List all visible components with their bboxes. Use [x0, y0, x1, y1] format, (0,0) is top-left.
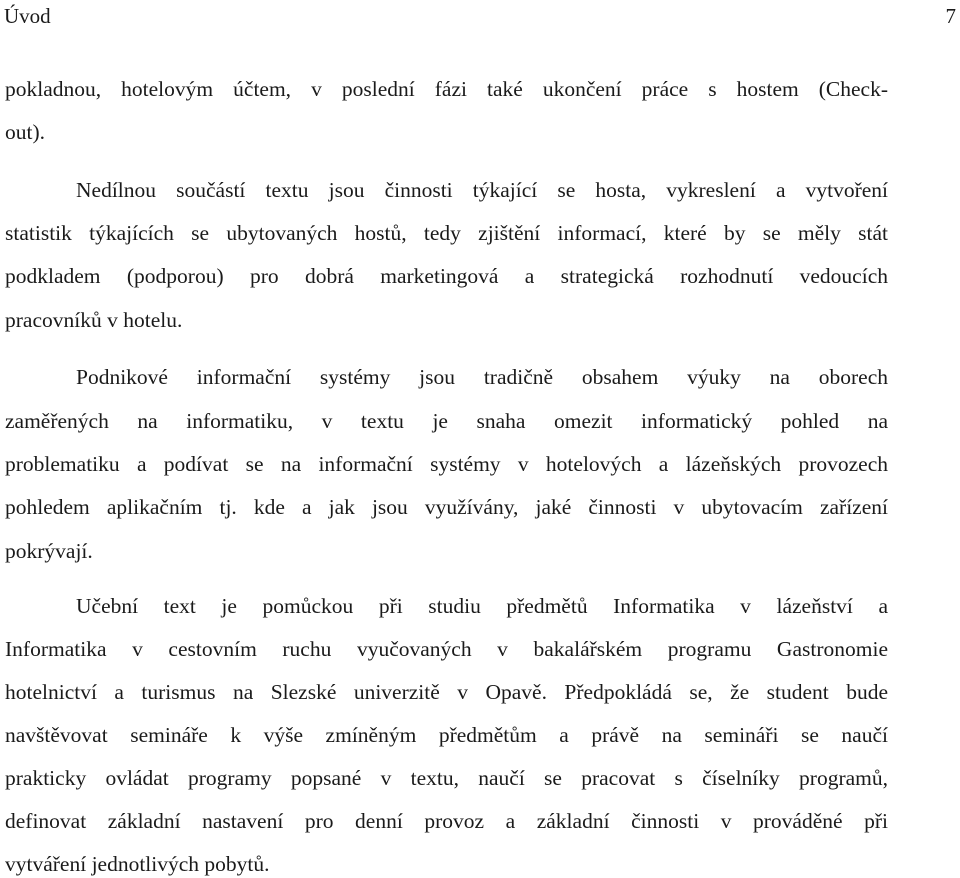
- text-line: Nedílnou součástí textu jsou činnosti týkající se hosta, vykreslení a vytvoření: [76, 178, 888, 202]
- text-line: Podnikové informační systémy jsou tradičně obsahem výuky na oborech: [76, 365, 888, 389]
- text-line: navštěvovat semináře k výše zmíněným předmětům a právě na semináři se naučí: [5, 723, 888, 747]
- text-line: podkladem (podporou) pro dobrá marketingová a strategická rozhodnutí vedoucích: [5, 264, 888, 288]
- page-number: 7: [945, 4, 956, 28]
- text-line: pracovníků v hotelu.: [5, 308, 183, 332]
- text-line: statistik týkajících se ubytovaných hostů, tedy zjištění informací, které by se měly stát: [5, 221, 888, 245]
- page-header: [4, 2, 956, 30]
- text-line: pokladnou, hotelovým účtem, v poslední fázi také ukončení práce s hostem (Check-: [5, 77, 888, 101]
- text-line: vytváření jednotlivých pobytů.: [5, 852, 270, 876]
- text-line: hotelnictví a turismus na Slezské univerzitě v Opavě. Předpokládá se, že student bude: [5, 680, 888, 704]
- chapter-title: Úvod: [4, 4, 51, 28]
- text-line: pohledem aplikačním tj. kde a jak jsou využívány, jaké činnosti v ubytovacím zařízení: [5, 495, 888, 519]
- text-line: prakticky ovládat programy popsané v textu, naučí se pracovat s číselníky programů,: [5, 766, 888, 790]
- text-line: Informatika v cestovním ruchu vyučovaných v bakalářském programu Gastronomie: [5, 637, 888, 661]
- text-line: pokrývají.: [5, 539, 93, 563]
- text-line: definovat základní nastavení pro denní provoz a základní činnosti v prováděné při: [5, 809, 888, 833]
- text-line: Učební text je pomůckou při studiu předmětů Informatika v lázeňství a: [76, 594, 888, 618]
- text-line: problematiku a podívat se na informační systémy v hotelových a lázeňských provozech: [5, 452, 888, 476]
- text-line: out).: [5, 120, 46, 144]
- text-line: zaměřených na informatiku, v textu je snaha omezit informatický pohled na: [5, 409, 888, 433]
